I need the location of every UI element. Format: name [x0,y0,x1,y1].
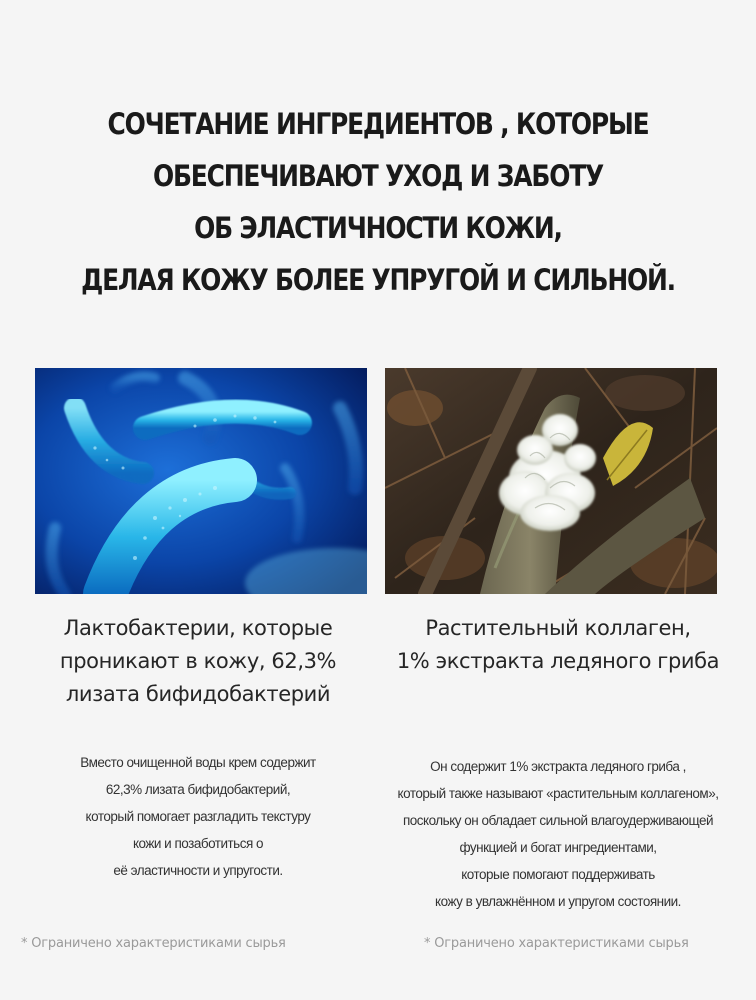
subtitle-line: Растительный коллаген, [425,616,691,640]
headline-line: ОБЕСПЕЧИВАЮТ УХОД И ЗАБОТУ [152,159,604,193]
plant-collagen-column [386,612,730,915]
headline-line: ОБ ЭЛАСТИЧНОСТИ КОЖИ, [194,211,562,245]
description-line: который также называют «растительным коллагеном», [397,786,719,801]
subtitle-line: 1% экстракта ледяного гриба [396,649,720,673]
lactobacteria-image [35,368,367,594]
description-line: поскольку он обладает сильной влагоудерживающей [402,813,714,828]
lactobacteria-subtitle [18,612,378,711]
description-line: кожу в увлажнённом и упругом состоянии. [435,894,681,909]
raw-material-footnote: * Ограничено характеристиками сырья [424,936,689,951]
lactobacteria-description [18,749,378,884]
ice-mushroom-image [385,368,717,594]
subtitle-line: лизата бифидобактерий [65,682,331,706]
description-line: 62,3% лизата бифидобактерий, [105,782,291,797]
headline-line: СОЧЕТАНИЕ ИНГРЕДИЕНТОВ , КОТОРЫЕ [107,107,649,141]
plant-collagen-description [386,753,730,915]
description-line: которые помогают поддерживать [461,867,655,882]
description-line: кожи и позаботиться о [132,836,264,851]
headline [0,98,756,306]
description-line: функцией и богат ингредиентами, [459,840,657,855]
description-line: Вместо очищенной воды крем содержит [80,755,316,770]
subtitle-line: проникают в кожу, 62,3% [59,649,337,673]
description-line: Он содержит 1% экстракта ледяного гриба , [430,759,686,774]
raw-material-footnote: * Ограничено характеристиками сырья [21,936,286,951]
description-line: который помогает разгладить текстуру [85,809,311,824]
description-line: её эластичности и упругости. [113,863,283,878]
lactobacteria-column [18,612,378,884]
headline-line: ДЕЛАЯ КОЖУ БОЛЕЕ УПРУГОЙ И СИЛЬНОЙ. [81,263,675,297]
plant-collagen-subtitle [386,612,730,678]
subtitle-line: Лактобактерии, которые [63,616,333,640]
